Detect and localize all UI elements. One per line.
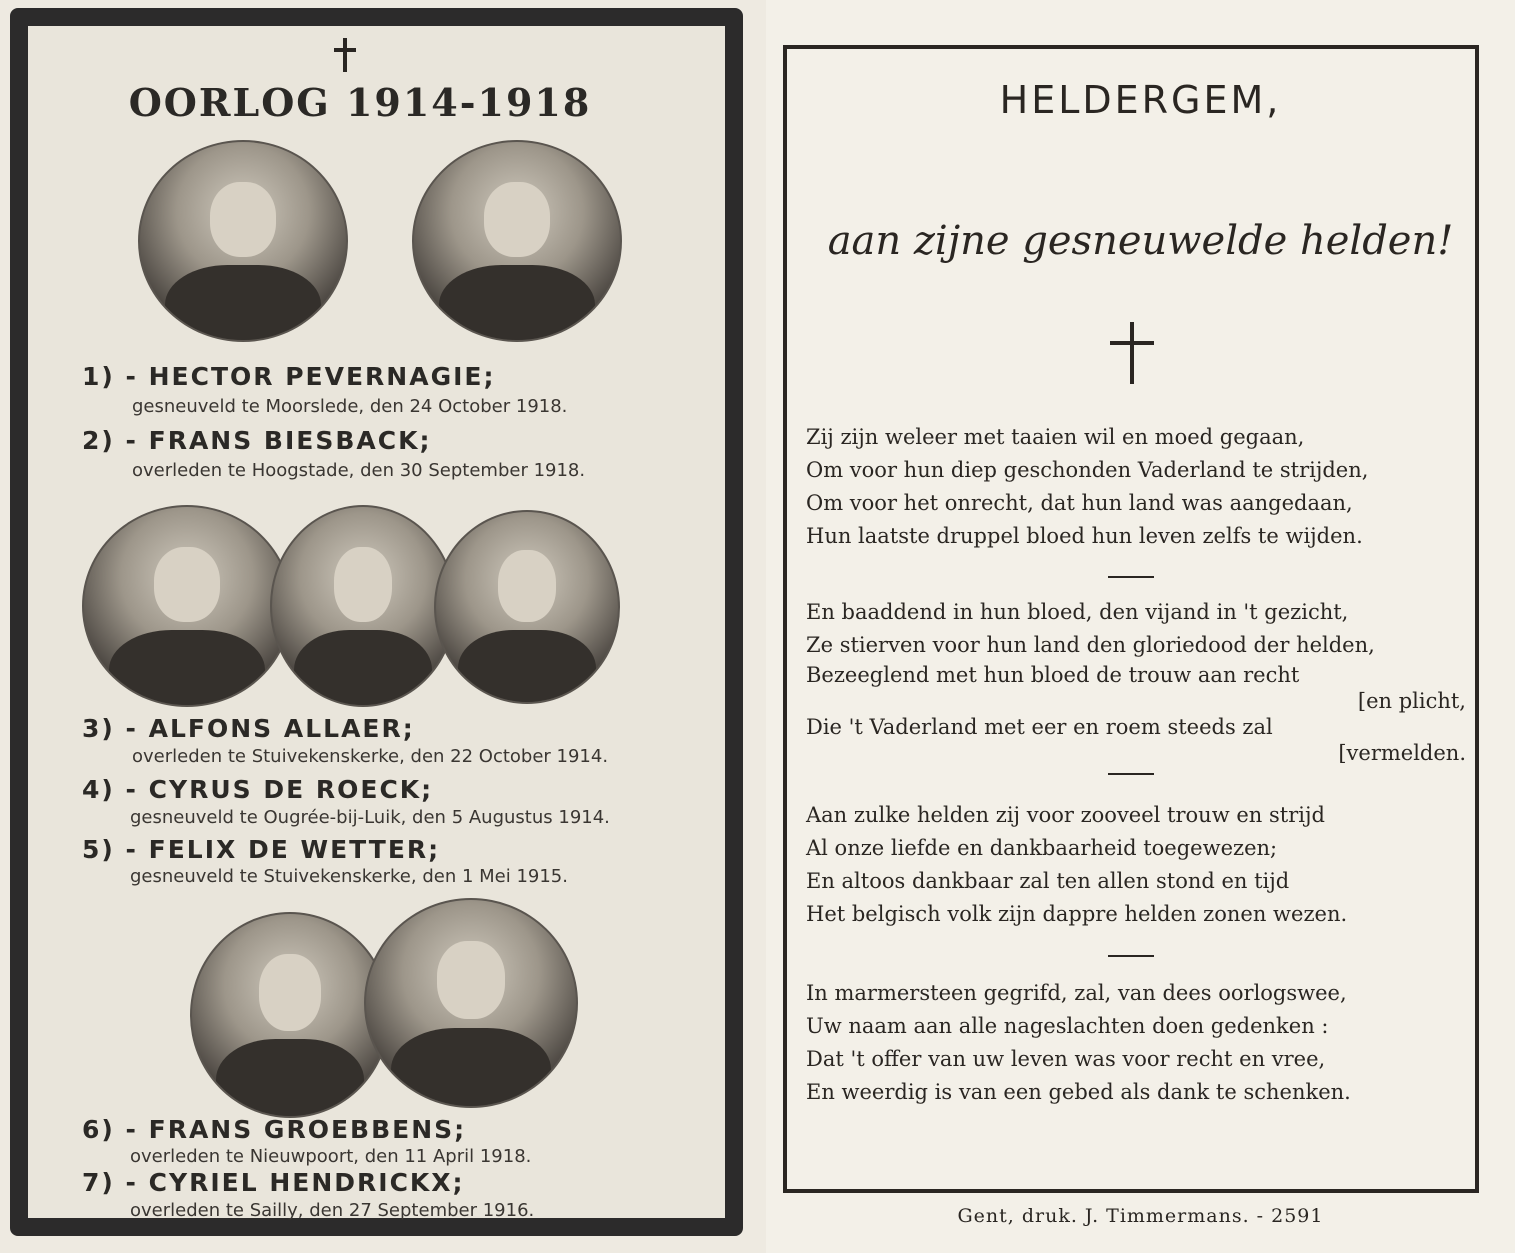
printer-imprint: Gent, druk. J. Timmermans. - 2591 [957, 1205, 1324, 1227]
soldier-portrait-3 [82, 505, 292, 707]
poem-line: Bezeeglend met hun bloed de trouw aan recht [806, 663, 1300, 687]
soldier-portrait-2 [412, 140, 622, 342]
poem-line: Dat 't offer van uw leven was voor recht en vree, [806, 1047, 1326, 1071]
poem-line: Al onze liefde en dankbaarheid toegewezen; [806, 836, 1278, 860]
soldier-portrait-5 [434, 510, 620, 704]
entry-detail-2: overleden te Hoogstade, den 30 September 1918. [132, 460, 586, 481]
poem-line: En altoos dankbaar zal ten allen stond en tijd [806, 869, 1290, 893]
stanza-divider [1108, 773, 1154, 775]
entry-name-5: 5) - FELIX DE WETTER; [82, 835, 441, 864]
poem-stanza-3 [806, 799, 1466, 931]
entry-name-2: 2) - FRANS BIESBACK; [82, 426, 432, 455]
entry-name-7: 7) - CYRIEL HENDRICKX; [82, 1168, 465, 1197]
poem-line-continuation: [vermelden. [1338, 741, 1466, 765]
poem-stanza-2 [806, 596, 1466, 766]
entry-detail-5: gesneuveld te Stuivekenskerke, den 1 Mei 1915. [130, 866, 568, 887]
entry-name-3: 3) - ALFONS ALLAER; [82, 714, 415, 743]
poem-line: In marmersteen gegrifd, zal, van dees oorlogswee, [806, 981, 1347, 1005]
poem-line: Uw naam aan alle nageslachten doen gedenken : [806, 1014, 1329, 1038]
poem-line: Om voor hun diep geschonden Vaderland te strijden, [806, 458, 1369, 482]
dedication-subtitle: aan zijne gesneuwelde helden! [827, 218, 1454, 264]
entry-name-6: 6) - FRANS GROEBBENS; [82, 1115, 467, 1144]
poem-line: Aan zulke helden zij voor zooveel trouw en strijd [806, 803, 1325, 827]
poem-stanza-1 [806, 421, 1466, 553]
poem-line-continuation: [en plicht, [1357, 689, 1466, 713]
cross-icon [334, 38, 356, 72]
soldier-portrait-6 [190, 912, 390, 1118]
entry-detail-3: overleden te Stuivekenskerke, den 22 October 1914. [132, 746, 609, 767]
poem-line: Zij zijn weleer met taaien wil en moed gegaan, [806, 425, 1305, 449]
poem-line: En weerdig is van een gebed als dank te schenken. [806, 1080, 1351, 1104]
soldier-portrait-7 [364, 898, 578, 1108]
stanza-divider [1108, 955, 1154, 957]
entry-detail-7: overleden te Sailly, den 27 September 1916. [130, 1200, 535, 1221]
page-title: OORLOG 1914-1918 [128, 80, 592, 125]
cross-icon [1110, 322, 1154, 384]
poem-line: Hun laatste druppel bloed hun leven zelfs te wijden. [806, 524, 1363, 548]
memorial-card-back [766, 0, 1515, 1253]
poem-line: Het belgisch volk zijn dappre helden zonen wezen. [806, 902, 1348, 926]
soldier-portrait-4 [270, 505, 456, 707]
village-title: HELDERGEM, [999, 78, 1282, 122]
entry-detail-1: gesneuveld te Moorslede, den 24 October 1918. [132, 396, 568, 417]
entry-name-1: 1) - HECTOR PEVERNAGIE; [82, 362, 496, 391]
poem-line: En baaddend in hun bloed, den vijand in 't gezicht, [806, 600, 1349, 624]
stanza-divider [1108, 576, 1154, 578]
poem-line: Ze stierven voor hun land den gloriedood der helden, [806, 633, 1375, 657]
poem-line: Om voor het onrecht, dat hun land was aangedaan, [806, 491, 1353, 515]
entry-detail-4: gesneuveld te Ougrée-bij-Luik, den 5 Augustus 1914. [130, 807, 610, 828]
entry-name-4: 4) - CYRUS DE ROECK; [82, 775, 434, 804]
soldier-portrait-1 [138, 140, 348, 342]
poem-stanza-4 [806, 977, 1466, 1109]
entry-detail-6: overleden te Nieuwpoort, den 11 April 1918. [130, 1146, 532, 1167]
poem-line: Die 't Vaderland met eer en roem steeds zal [806, 715, 1273, 739]
